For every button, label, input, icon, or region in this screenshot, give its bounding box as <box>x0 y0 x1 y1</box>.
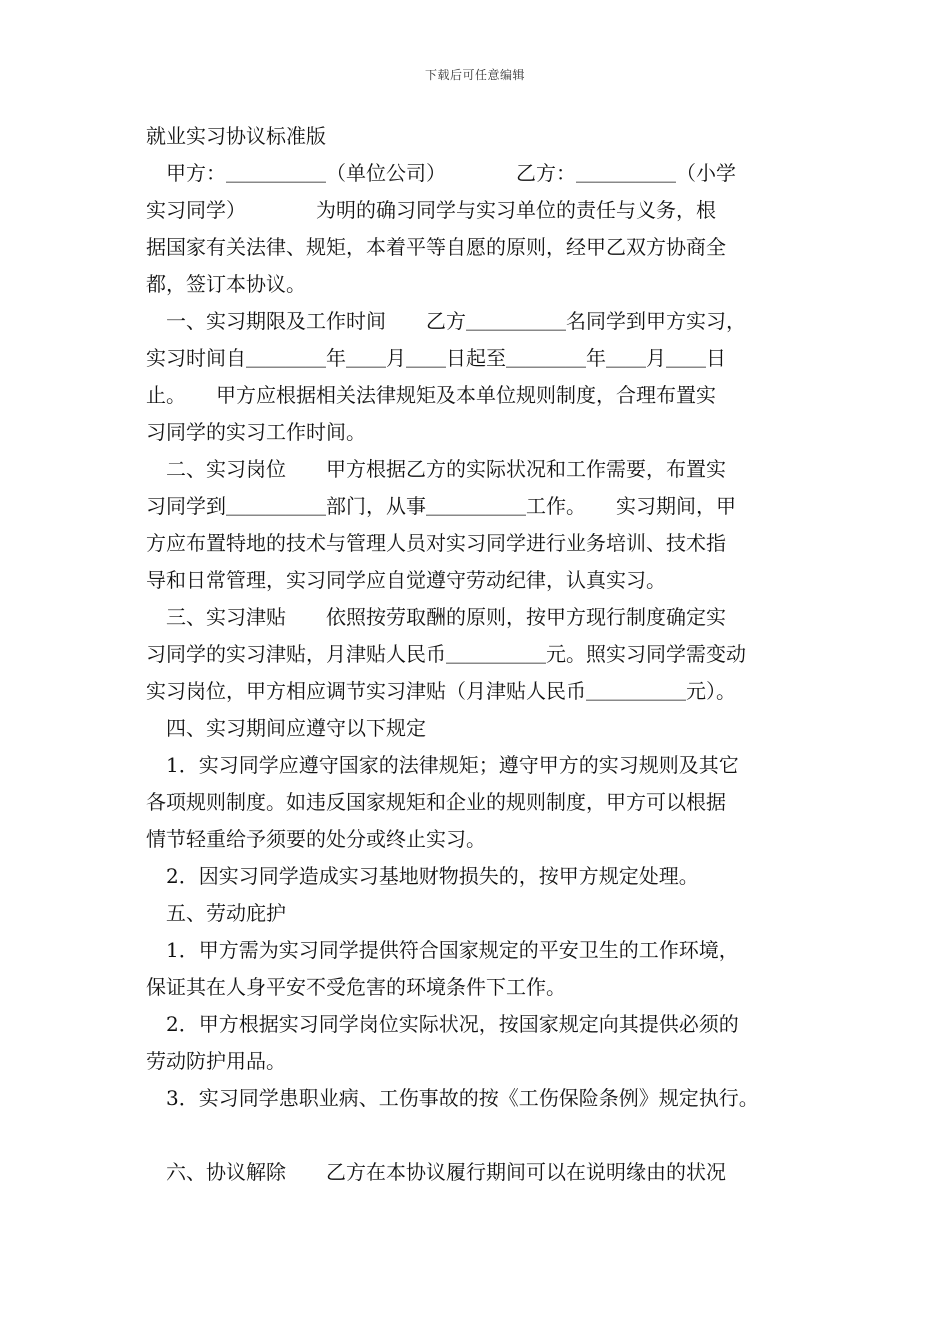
section-heading-3: 三、实习津贴 依照按劳取酬的原则，按甲方现行制度确定实 <box>146 605 726 629</box>
section-heading-4: 四、实习期间应遵守以下规定 <box>146 716 426 740</box>
body-line: 各项规则制度。如违反国家规矩和企业的规则制度，甲方可以根据 <box>146 790 726 814</box>
page-header-note: 下载后可任意编辑 <box>424 68 525 82</box>
body-line: 实习岗位，甲方相应调节实习津贴（月津贴人民币＿＿＿＿＿元）。 <box>146 679 736 703</box>
list-item: 1．甲方需为实习同学提供符合国家规定的平安卫生的工作环境， <box>146 938 739 962</box>
blank-line <box>146 1117 816 1154</box>
list-item: 3．实习同学患职业病、工伤事故的按《工伤保险条例》规定执行。 <box>146 1086 759 1110</box>
body-line: 都，签订本协议。 <box>146 272 306 296</box>
body-line: 实习时间自＿＿＿＿年＿＿月＿＿日起至＿＿＿＿年＿＿月＿＿日 <box>146 346 726 370</box>
body-line: 习同学的实习工作时间。 <box>146 420 366 444</box>
agreement-body <box>146 118 816 1191</box>
list-item: 2．因实习同学造成实习基地财物损失的，按甲方规定处理。 <box>146 864 699 888</box>
body-line: 习同学到＿＿＿＿＿部门，从事＿＿＿＿＿工作。 实习期间，甲 <box>146 494 736 518</box>
body-line: 习同学的实习津贴，月津贴人民币＿＿＿＿＿元。照实习同学需变动 <box>146 642 746 666</box>
party-line-1: 甲方：＿＿＿＿＿（单位公司） 乙方：＿＿＿＿＿（小学 <box>146 161 736 185</box>
body-line: 劳动防护用品。 <box>146 1049 286 1073</box>
section-heading-5: 五、劳动庇护 <box>146 901 286 925</box>
body-line: 情节轻重给予须要的处分或终止实习。 <box>146 827 486 851</box>
body-line: 方应布置特地的技术与管理人员对实习同学进行业务培训、技术指 <box>146 531 726 555</box>
body-line: 止。 甲方应根据相关法律规矩及本单位规则制度，合理布置实 <box>146 383 716 407</box>
body-line: 保证其在人身平安不受危害的环境条件下工作。 <box>146 975 566 999</box>
body-line: 导和日常管理，实习同学应自觉遵守劳动纪律，认真实习。 <box>146 568 666 592</box>
section-heading-2: 二、实习岗位 甲方根据乙方的实际状况和工作需要，布置实 <box>146 457 726 481</box>
list-item: 1．实习同学应遵守国家的法律规矩；遵守甲方的实习规则及其它 <box>146 753 739 777</box>
list-item: 2．甲方根据实习同学岗位实际状况，按国家规定向其提供必须的 <box>146 1012 739 1036</box>
body-line: 据国家有关法律、规矩，本着平等自愿的原则，经甲乙双方协商全 <box>146 235 726 259</box>
document-title: 就业实习协议标准版 <box>146 124 326 148</box>
section-heading-6: 六、协议解除 乙方在本协议履行期间可以在说明缘由的状况 <box>146 1160 726 1184</box>
body-line: 实习同学） 为明的确习同学与实习单位的责任与义务，根 <box>146 198 716 222</box>
section-heading-1: 一、实习期限及工作时间 乙方＿＿＿＿＿名同学到甲方实习， <box>146 309 746 333</box>
